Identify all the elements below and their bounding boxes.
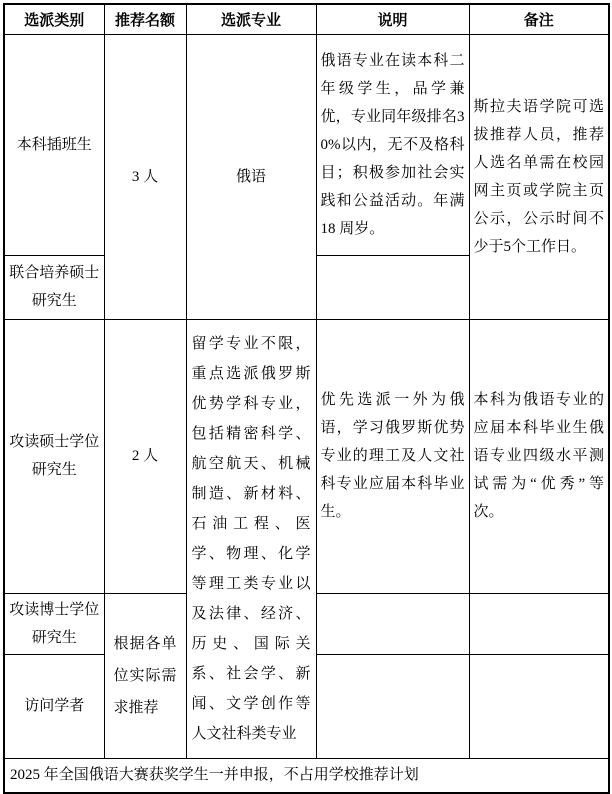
cell-quota-three: 3 人 — [104, 34, 186, 319]
header-remarks: 备注 — [469, 4, 609, 34]
cell-major-open-majors: 留学专业不限，重点选派俄罗斯优势学科专业，包括精密科学、航空航天、机械制造、新材料、石油工程、医学、物理、化学等理工类专业以及法律、经济、历史、国际关系、社会学、新闻、文学创作等人文社科类专业 — [186, 319, 316, 758]
row-undergrad-transfer — [4, 34, 609, 255]
cell-remark-russian-major: 本科为俄语专业的应届本科毕业生俄语专业四级水平测试需为“优秀”等次。 — [469, 319, 609, 593]
footer-note: 2025 年全国俄语大赛获奖学生一并申报，不占用学校推荐计划 — [4, 758, 609, 793]
row-footer-note — [4, 758, 609, 793]
header-quota: 推荐名额 — [104, 4, 186, 34]
cell-category-undergrad-transfer: 本科插班生 — [4, 34, 104, 255]
cell-category-master: 攻读硕士学位研究生 — [4, 319, 104, 593]
header-category: 选派类别 — [4, 4, 104, 34]
cell-remark-empty-2 — [469, 654, 609, 758]
cell-description-empty-3 — [316, 654, 469, 758]
header-major: 选派专业 — [186, 4, 316, 34]
header-row — [4, 4, 609, 34]
cell-description-undergrad: 俄语专业在读本科二年级学生，品学兼优，专业同年级排名30%以内，无不及格科目；积极参加社会实践和公益活动。年满 18 周岁。 — [316, 34, 469, 255]
cell-category-joint-master: 联合培养硕士研究生 — [4, 255, 104, 319]
selection-plan-table — [3, 3, 610, 794]
cell-quota-by-need: 根据各单位实际需求推荐 — [104, 593, 186, 758]
header-description: 说明 — [316, 4, 469, 34]
cell-description-empty-2 — [316, 593, 469, 654]
cell-category-visiting-scholar: 访问学者 — [4, 654, 104, 758]
cell-quota-two: 2 人 — [104, 319, 186, 593]
cell-description-empty-1 — [316, 255, 469, 319]
cell-major-russian: 俄语 — [186, 34, 316, 319]
cell-category-doctor: 攻读博士学位研究生 — [4, 593, 104, 654]
cell-remark-empty-1 — [469, 593, 609, 654]
cell-description-graduate: 优先选派一外为俄语，学习俄罗斯优势专业的理工及人文社科专业应届本科毕业生。 — [316, 319, 469, 593]
cell-remark-slavic-institute: 斯拉夫语学院可选拔推荐人员，推荐人选名单需在校园网主页或学院主页公示，公示时间不少于5个工作日。 — [469, 34, 609, 319]
row-master-degree — [4, 319, 609, 593]
